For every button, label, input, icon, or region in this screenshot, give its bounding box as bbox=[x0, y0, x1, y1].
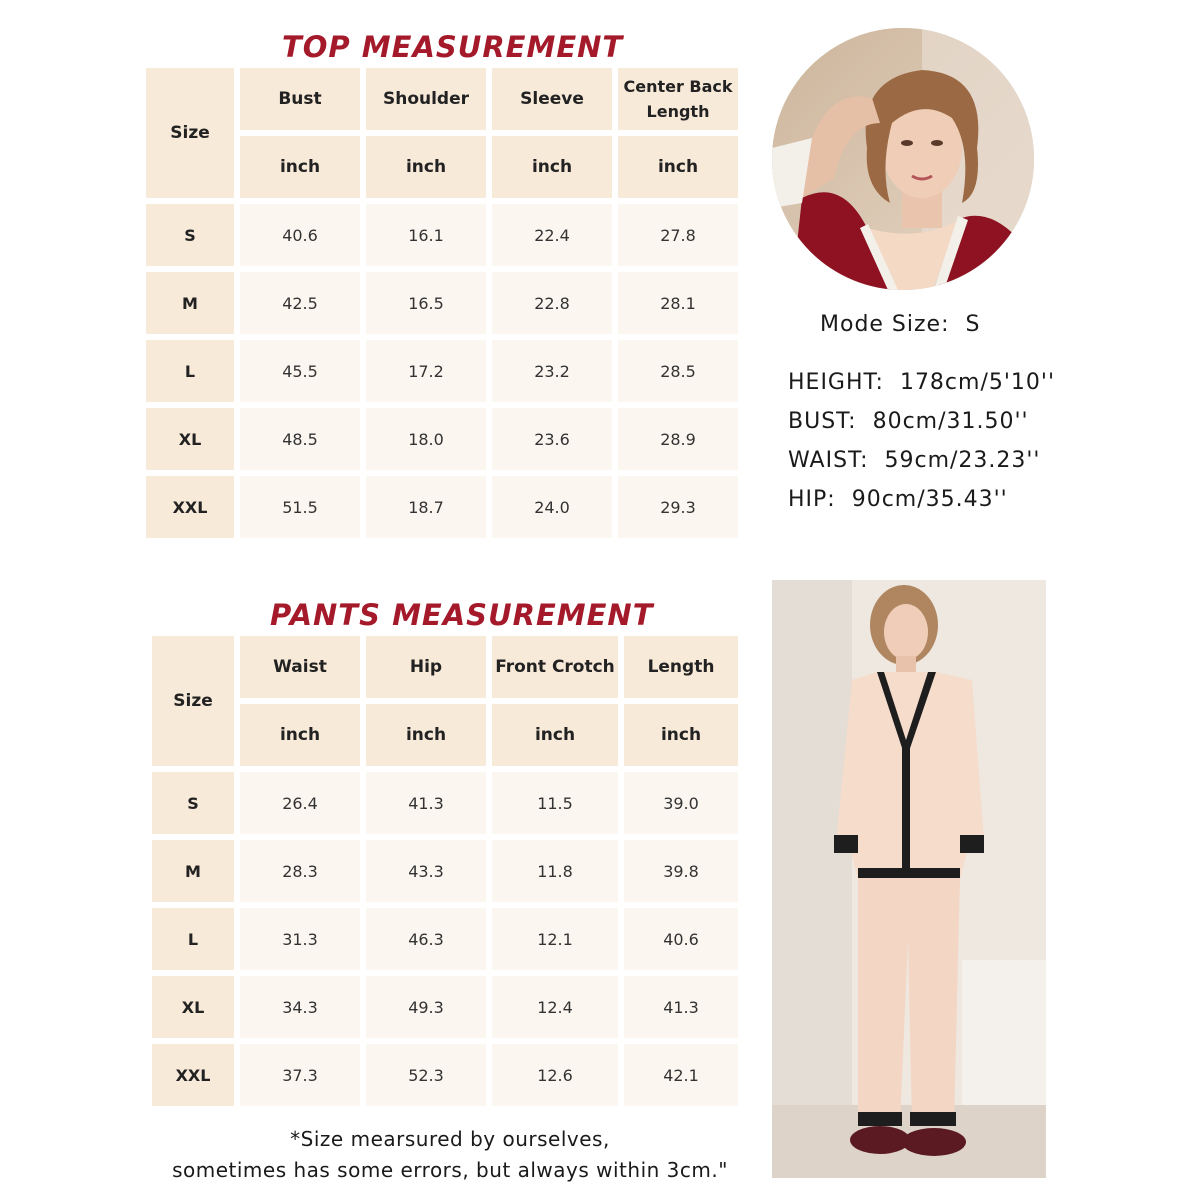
value-cell: 52.3 bbox=[366, 1044, 486, 1106]
value-cell: 23.6 bbox=[492, 408, 612, 470]
center-back-length-header: Center Back Length bbox=[618, 68, 738, 130]
size-header: Size bbox=[146, 68, 234, 198]
size-cell: L bbox=[146, 340, 234, 402]
size-cell: S bbox=[146, 204, 234, 266]
value-cell: 22.4 bbox=[492, 204, 612, 266]
model-full-body-photo bbox=[772, 580, 1046, 1178]
size-cell: S bbox=[152, 772, 234, 834]
table-row bbox=[152, 1044, 738, 1106]
table-row bbox=[152, 908, 738, 970]
hip-header: Hip bbox=[366, 636, 486, 698]
portrait-illustration bbox=[772, 28, 1034, 290]
value-cell: 39.0 bbox=[624, 772, 738, 834]
model-bust: BUST: 80cm/31.50'' bbox=[788, 409, 1029, 434]
unit-label: inch bbox=[618, 136, 738, 198]
value-cell: 31.3 bbox=[240, 908, 360, 970]
value-cell: 27.8 bbox=[618, 204, 738, 266]
measurement-note bbox=[140, 1124, 760, 1186]
value-cell: 28.5 bbox=[618, 340, 738, 402]
note-line-1: *Size mearsured by ourselves, bbox=[290, 1127, 610, 1151]
model-hip: HIP: 90cm/35.43'' bbox=[788, 487, 1008, 512]
top-measurement-title: TOP MEASUREMENT bbox=[282, 30, 624, 64]
value-cell: 49.3 bbox=[366, 976, 486, 1038]
pants-measurement-table bbox=[146, 630, 744, 1112]
value-cell: 22.8 bbox=[492, 272, 612, 334]
size-header: Size bbox=[152, 636, 234, 766]
value-cell: 46.3 bbox=[366, 908, 486, 970]
value-cell: 16.1 bbox=[366, 204, 486, 266]
size-cell: M bbox=[146, 272, 234, 334]
pants-measurement-title: PANTS MEASUREMENT bbox=[270, 598, 654, 632]
shoulder-header: Shoulder bbox=[366, 68, 486, 130]
note-line-2: sometimes has some errors, but always within 3cm." bbox=[172, 1158, 728, 1182]
value-cell: 12.6 bbox=[492, 1044, 618, 1106]
value-cell: 43.3 bbox=[366, 840, 486, 902]
size-cell: XL bbox=[146, 408, 234, 470]
value-cell: 34.3 bbox=[240, 976, 360, 1038]
table-row bbox=[146, 204, 738, 266]
table-row bbox=[146, 408, 738, 470]
size-cell: XXL bbox=[152, 1044, 234, 1106]
waist-header: Waist bbox=[240, 636, 360, 698]
top-measurement-table bbox=[140, 62, 744, 544]
value-cell: 18.7 bbox=[366, 476, 486, 538]
value-cell: 48.5 bbox=[240, 408, 360, 470]
size-cell: L bbox=[152, 908, 234, 970]
value-cell: 28.9 bbox=[618, 408, 738, 470]
table-row bbox=[152, 840, 738, 902]
table-unit-row bbox=[152, 704, 738, 766]
value-cell: 11.8 bbox=[492, 840, 618, 902]
unit-label: inch bbox=[366, 704, 486, 766]
unit-label: inch bbox=[240, 704, 360, 766]
model-height: HEIGHT: 178cm/5'10'' bbox=[788, 370, 1056, 395]
value-cell: 26.4 bbox=[240, 772, 360, 834]
front-crotch-header: Front Crotch bbox=[492, 636, 618, 698]
value-cell: 45.5 bbox=[240, 340, 360, 402]
unit-label: inch bbox=[624, 704, 738, 766]
size-cell: M bbox=[152, 840, 234, 902]
value-cell: 29.3 bbox=[618, 476, 738, 538]
unit-label: inch bbox=[492, 704, 618, 766]
value-cell: 28.1 bbox=[618, 272, 738, 334]
model-portrait-photo bbox=[772, 28, 1034, 290]
table-row bbox=[146, 476, 738, 538]
value-cell: 40.6 bbox=[624, 908, 738, 970]
table-row bbox=[152, 772, 738, 834]
value-cell: 12.4 bbox=[492, 976, 618, 1038]
unit-label: inch bbox=[366, 136, 486, 198]
model-size-label: Mode Size: S bbox=[820, 312, 981, 337]
value-cell: 28.3 bbox=[240, 840, 360, 902]
full-body-illustration bbox=[772, 580, 1046, 1178]
table-row bbox=[146, 340, 738, 402]
value-cell: 37.3 bbox=[240, 1044, 360, 1106]
sleeve-header: Sleeve bbox=[492, 68, 612, 130]
value-cell: 41.3 bbox=[366, 772, 486, 834]
unit-label: inch bbox=[240, 136, 360, 198]
table-row bbox=[152, 976, 738, 1038]
table-unit-row bbox=[146, 136, 738, 198]
size-cell: XXL bbox=[146, 476, 234, 538]
value-cell: 51.5 bbox=[240, 476, 360, 538]
value-cell: 12.1 bbox=[492, 908, 618, 970]
table-header-row bbox=[146, 68, 738, 130]
length-header: Length bbox=[624, 636, 738, 698]
value-cell: 23.2 bbox=[492, 340, 612, 402]
value-cell: 42.1 bbox=[624, 1044, 738, 1106]
bust-header: Bust bbox=[240, 68, 360, 130]
unit-label: inch bbox=[492, 136, 612, 198]
model-waist: WAIST: 59cm/23.23'' bbox=[788, 448, 1041, 473]
value-cell: 11.5 bbox=[492, 772, 618, 834]
value-cell: 17.2 bbox=[366, 340, 486, 402]
value-cell: 39.8 bbox=[624, 840, 738, 902]
value-cell: 42.5 bbox=[240, 272, 360, 334]
value-cell: 40.6 bbox=[240, 204, 360, 266]
value-cell: 18.0 bbox=[366, 408, 486, 470]
table-row bbox=[146, 272, 738, 334]
table-header-row bbox=[152, 636, 738, 698]
value-cell: 16.5 bbox=[366, 272, 486, 334]
value-cell: 24.0 bbox=[492, 476, 612, 538]
value-cell: 41.3 bbox=[624, 976, 738, 1038]
size-cell: XL bbox=[152, 976, 234, 1038]
